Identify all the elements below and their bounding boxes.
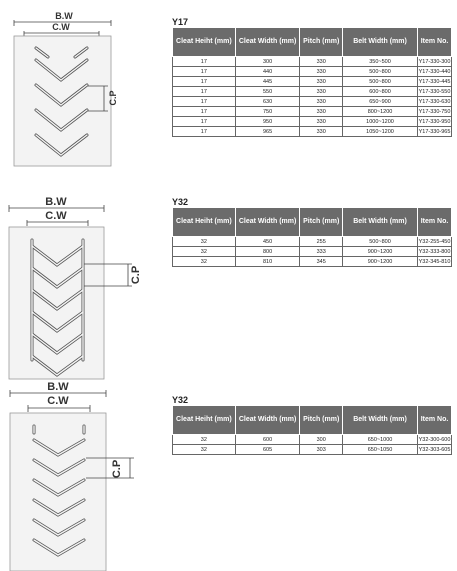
belt-diagram-y32-a-drawing: [0, 190, 170, 380]
table-cell: 450: [235, 237, 300, 247]
table-cell: 605: [235, 445, 300, 455]
table-cell: 445: [235, 77, 300, 87]
header-belt-width: Belt Width (mm): [343, 208, 418, 237]
table-cell: 330: [300, 87, 343, 97]
table-header-row: [173, 406, 452, 435]
table-cell: 810: [235, 257, 300, 267]
table-cell: 330: [300, 57, 343, 67]
table-cell: 965: [235, 127, 300, 137]
belt-diagram-y17: [0, 0, 170, 170]
table-cell: 17: [173, 127, 236, 137]
table-row: [173, 97, 452, 107]
table-row: [173, 435, 452, 445]
belt-body: [9, 227, 104, 379]
table-cell: Y32-300-600: [418, 436, 451, 443]
table-cell: 17: [173, 67, 236, 77]
table-cell: 32: [173, 445, 236, 455]
table-cell: 950: [235, 117, 300, 127]
belt-diagram-y32-b: [0, 378, 170, 571]
table-row: [173, 77, 452, 87]
table-cell: 32: [173, 257, 236, 267]
table-cell: 17: [173, 77, 236, 87]
bw-label: B.W: [47, 381, 69, 393]
table-cell: 650~1000: [343, 435, 418, 445]
table-cell: Y17-330-440: [418, 68, 451, 75]
table-cell: 330: [300, 107, 343, 117]
table-cell: 300: [235, 57, 300, 67]
table-cell: Y32-345-810: [418, 258, 451, 265]
table-cell: 750: [235, 107, 300, 117]
table-cell: 300: [300, 435, 343, 445]
header-pitch: Pitch (mm): [300, 406, 343, 435]
cw-label: C.W: [47, 395, 69, 407]
table-cell: 17: [173, 117, 236, 127]
table-cell: Y17-330-630: [418, 98, 451, 105]
table-cell: 17: [173, 97, 236, 107]
header-item-no: Item No.: [418, 406, 452, 435]
header-cleat-width: Cleat Width (mm): [235, 208, 300, 237]
table-cell: Y32-303-605: [418, 446, 451, 453]
spec-table-y17: [172, 27, 452, 137]
table-header-row: [173, 208, 452, 237]
header-item-no: Item No.: [418, 208, 452, 237]
table-cell: 330: [300, 67, 343, 77]
table-cell: 345: [300, 257, 343, 267]
table-cell: 330: [300, 97, 343, 107]
header-cleat-height: Cleat Heiht (mm): [173, 28, 236, 57]
table-cell: 32: [173, 247, 236, 257]
table-cell: 333: [300, 247, 343, 257]
cw-label: C.W: [52, 22, 70, 32]
table-cell: 900~1200: [343, 247, 418, 257]
table-cell: 800~1200: [343, 107, 418, 117]
header-belt-width: Belt Width (mm): [343, 406, 418, 435]
section-title-y32-a: Y32: [172, 197, 189, 207]
cw-label: C.W: [45, 210, 67, 222]
table-cell: Y17-330-445: [418, 78, 451, 85]
table-cell: 255: [300, 237, 343, 247]
table-cell: Y17-330-950: [418, 118, 451, 125]
spec-table-y32-a: [172, 207, 452, 267]
table-cell: 32: [173, 237, 236, 247]
belt-body: [10, 413, 106, 571]
header-cleat-height: Cleat Heiht (mm): [173, 406, 236, 435]
section-title-y32-b: Y32: [172, 395, 189, 405]
header-cleat-width: Cleat Width (mm): [235, 406, 300, 435]
table-body: [173, 57, 452, 137]
table-row: [173, 445, 452, 455]
table-cell: 650~900: [343, 97, 418, 107]
cp-label: C.P: [111, 459, 123, 479]
header-pitch: Pitch (mm): [300, 208, 343, 237]
table-cell: 650~1050: [343, 445, 418, 455]
table-body: [173, 237, 452, 267]
table-cell: 330: [300, 117, 343, 127]
table-cell: 500~800: [343, 77, 418, 87]
table-cell: Y32-333-800: [418, 248, 451, 255]
table-row: [173, 107, 452, 117]
bw-label: B.W: [55, 11, 73, 21]
table-row: [173, 247, 452, 257]
bw-label: B.W: [45, 196, 67, 208]
table-cell: Y17-330-965: [418, 128, 451, 135]
cp-label: C.P: [108, 90, 118, 106]
table-header-row: [173, 28, 452, 57]
table-row: [173, 67, 452, 77]
table-cell: 440: [235, 67, 300, 77]
table-cell: 350~500: [343, 57, 418, 67]
table-cell: Y17-330-750: [418, 108, 451, 115]
table-cell: 630: [235, 97, 300, 107]
table-cell: 330: [300, 127, 343, 137]
belt-diagram-y17-drawing: [0, 0, 170, 170]
table-row: [173, 87, 452, 97]
table-cell: 600~800: [343, 87, 418, 97]
table-cell: 1050~1200: [343, 127, 418, 137]
table-row: [173, 257, 452, 267]
section-title-y17: Y17: [172, 17, 189, 27]
table-cell: 600: [235, 435, 300, 445]
table-cell: Y17-330-300: [418, 58, 451, 65]
table-cell: 900~1200: [343, 257, 418, 267]
table-row: [173, 57, 452, 67]
table-cell: 303: [300, 445, 343, 455]
table-row: [173, 237, 452, 247]
belt-body: [14, 36, 111, 166]
table-cell: 550: [235, 87, 300, 97]
belt-diagram-y32-a: [0, 190, 170, 380]
spec-table-y32-b: [172, 405, 452, 455]
header-pitch: Pitch (mm): [300, 28, 343, 57]
table-cell: 500~800: [343, 67, 418, 77]
header-cleat-height: Cleat Heiht (mm): [173, 208, 236, 237]
table-cell: Y17-330-550: [418, 88, 451, 95]
table-cell: 17: [173, 87, 236, 97]
table-cell: 17: [173, 107, 236, 117]
table-body: [173, 435, 452, 455]
cp-label: C.P: [130, 265, 142, 285]
table-cell: 330: [300, 77, 343, 87]
header-item-no: Item No.: [418, 28, 452, 57]
table-cell: 17: [173, 57, 236, 67]
table-row: [173, 117, 452, 127]
table-cell: 32: [173, 435, 236, 445]
table-cell: 800: [235, 247, 300, 257]
header-belt-width: Belt Width (mm): [343, 28, 418, 57]
belt-diagram-y32-b-drawing: [0, 378, 170, 571]
table-row: [173, 127, 452, 137]
header-cleat-width: Cleat Width (mm): [235, 28, 300, 57]
table-cell: 500~800: [343, 237, 418, 247]
table-cell: 1000~1200: [343, 117, 418, 127]
table-cell: Y32-255-450: [418, 238, 451, 245]
